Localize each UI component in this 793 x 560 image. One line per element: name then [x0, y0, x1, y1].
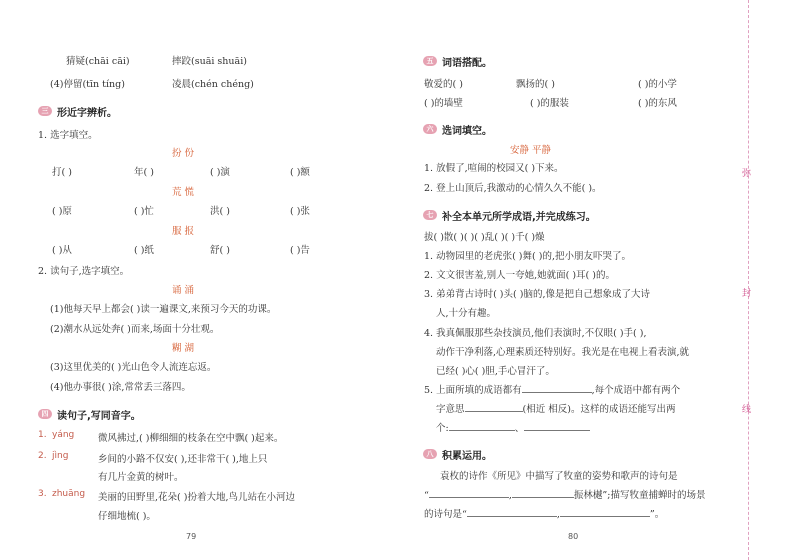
collocation-6: ( )的东风 [638, 98, 677, 109]
section-3-title: 形近字辨析。 [57, 108, 117, 119]
poem-blank-2[interactable] [512, 489, 574, 498]
idiom-q3-cont: 人,十分有趣。 [436, 308, 497, 319]
word-chaicai: 猜疑(chāi cāi) [66, 56, 130, 67]
fill-6-2: 2. 登上山顶后,我激动的心情久久不能( )。 [424, 183, 602, 194]
row-4-2-text: 乡间的小路不仅安( ),还非常干( ),地上只 [98, 454, 268, 465]
blank-2d: ( )张 [290, 206, 310, 217]
row-4-3-text: 美丽的田野里,花朵( )扮着大地,鸟儿站在小河边 [98, 492, 295, 503]
sentence-2: (2)潮水从远处奔( )而来,场面十分壮观。 [50, 324, 220, 335]
section-8-title: 积累运用。 [442, 451, 492, 462]
word-lingchen: 凌晨(chén chéng) [172, 79, 254, 90]
idiom-q1: 1. 动物园里的老虎张( )舞( )的,把小朋友吓哭了。 [424, 251, 631, 262]
blank-3b: ( )纸 [134, 245, 154, 256]
collocation-3: ( )的小学 [638, 79, 677, 90]
idiom-q5 [424, 382, 680, 396]
word-shuai: 摔跤(suāi shuāi) [172, 56, 247, 67]
apply-line-3-start: 的诗句是“ [424, 509, 467, 520]
idiom-q5-part1: 5. 上面所填的成语都有 [424, 385, 522, 396]
idiom-q4-cont: 动作干净利落,心理素质还特别好。我光是在电视上看表演,就 [436, 347, 690, 358]
section-7-badge: 七 [423, 210, 437, 220]
seal-label-feng: 封 [742, 289, 752, 299]
section-6-title: 选词填空。 [442, 126, 492, 137]
seal-label-mi: 弥 [742, 169, 752, 179]
section-4-badge: 四 [38, 409, 52, 419]
row-4-1-num: 1. [38, 430, 47, 440]
section-8-badge: 八 [423, 449, 437, 459]
apply-line-3-end: ”。 [649, 509, 665, 520]
apply-line-3 [424, 506, 664, 520]
char-group-3: 服 报 [172, 226, 195, 237]
row-4-3-num: 3. [38, 489, 47, 499]
row-4-2-num: 2. [38, 451, 47, 461]
idiom-q5-sep: 、 [514, 423, 525, 434]
idiom-q5-part2: ,每个成语中都有两个 [591, 385, 681, 396]
idiom-q3: 3. 弟弟背古诗时( )头( )脑的,像是把自己想象成了大诗 [424, 289, 650, 300]
section-3-badge: 三 [38, 106, 52, 116]
char-group-5: 糊 湖 [172, 343, 195, 354]
poem-blank-1[interactable] [429, 489, 509, 498]
apply-comma-1: , [508, 490, 512, 501]
section-5-title: 词语搭配。 [442, 58, 492, 69]
idiom-q4-cont2: 已经( )心( )胆,手心冒汗了。 [436, 366, 555, 377]
blank-2c: 洪( ) [210, 206, 230, 217]
collocation-1: 敬爱的( ) [424, 79, 463, 90]
poem-blank-3[interactable] [467, 508, 557, 517]
collocation-4: ( )的墙壁 [424, 98, 463, 109]
blank-1a: 打( ) [52, 167, 72, 178]
idiom-q2: 2. 文文很害羞,别人一夸她,她就面( )耳( )的。 [424, 270, 615, 281]
answer-blank-5a[interactable] [522, 384, 592, 393]
idiom-q5-line2 [436, 401, 675, 415]
collocation-2: 飘扬的( ) [516, 79, 555, 90]
word-choices: 安静 平静 [510, 145, 552, 156]
section-7-title: 补全本单元所学成语,并完成练习。 [442, 212, 596, 223]
idiom-q5-line3 [436, 420, 590, 434]
question-3-1: 1. 选字填空。 [38, 130, 98, 141]
answer-blank-5b[interactable] [465, 403, 523, 412]
section-4-title: 读句子,写同音字。 [57, 411, 141, 422]
idiom-head: 拔( )散( )( )( )乱( )( )千( )燥 [424, 232, 545, 243]
section-5-badge: 五 [423, 56, 437, 66]
blank-1d: ( )额 [290, 167, 310, 178]
row-4-2-text-cont: 有几片金黄的树叶。 [98, 472, 184, 483]
idiom-q5-part5: 个: [436, 423, 449, 434]
sentence-1: (1)他每天早上都会( )读一遍课文,来预习今天的功课。 [50, 304, 277, 315]
answer-blank-5c[interactable] [449, 422, 515, 431]
seal-line [748, 0, 749, 560]
row-4-1-pinyin: yáng [52, 430, 75, 440]
sentence-3: (3)这里优美的( )光山色令人流连忘返。 [50, 362, 217, 373]
row-4-1-text: 微风拂过,( )柳细细的枝条在空中飘( )起来。 [98, 433, 284, 444]
page-number-left: 79 [186, 532, 197, 541]
char-group-2: 荒 慌 [172, 187, 195, 198]
blank-1b: 年( ) [134, 167, 154, 178]
poem-blank-4[interactable] [560, 508, 650, 517]
seal-label-xian: 线 [742, 405, 752, 415]
char-group-1: 扮 份 [172, 148, 195, 159]
idiom-q5-part3: 字意思 [436, 404, 465, 415]
sentence-4: (4)他办事很( )涂,常常丢三落四。 [50, 382, 191, 393]
answer-blank-5d[interactable] [524, 422, 590, 431]
fill-6-1: 1. 放假了,喧闹的校园又( )下来。 [424, 163, 564, 174]
apply-quote-open: “ [424, 490, 429, 501]
apply-line-1: 袁枚的诗作《所见》中描写了牧童的姿势和歌声的诗句是 [440, 471, 678, 482]
blank-2a: ( )原 [52, 206, 72, 217]
idiom-q5-part4: (相近 相反)。这样的成语还能写出两 [522, 404, 676, 415]
apply-comma-2: , [556, 509, 560, 520]
row-4-3-text-cont: 仔细地梳( )。 [98, 511, 156, 522]
blank-2b: ( )忙 [134, 206, 154, 217]
blank-3d: ( )告 [290, 245, 310, 256]
char-group-4: 诵 涌 [172, 285, 195, 296]
row-4-2-pinyin: jìng [52, 451, 69, 461]
apply-line-2-end: 振林樾”;描写牧童捕蝉时的场景 [573, 490, 706, 501]
question-3-2: 2. 读句子,选字填空。 [38, 266, 130, 277]
row-4-3-pinyin: zhuāng [52, 489, 86, 499]
apply-line-2 [424, 487, 705, 501]
word-tingliu: (4)停留(tīn tíng) [50, 79, 125, 90]
collocation-5: ( )的服装 [530, 98, 569, 109]
blank-3c: 舒( ) [210, 245, 230, 256]
section-6-badge: 六 [423, 124, 437, 134]
page-number-right: 80 [568, 532, 579, 541]
idiom-q4: 4. 我真佩服那些杂技演员,他们表演时,不仅眼( )手( ), [424, 328, 647, 339]
blank-1c: ( )演 [210, 167, 230, 178]
blank-3a: ( )从 [52, 245, 72, 256]
